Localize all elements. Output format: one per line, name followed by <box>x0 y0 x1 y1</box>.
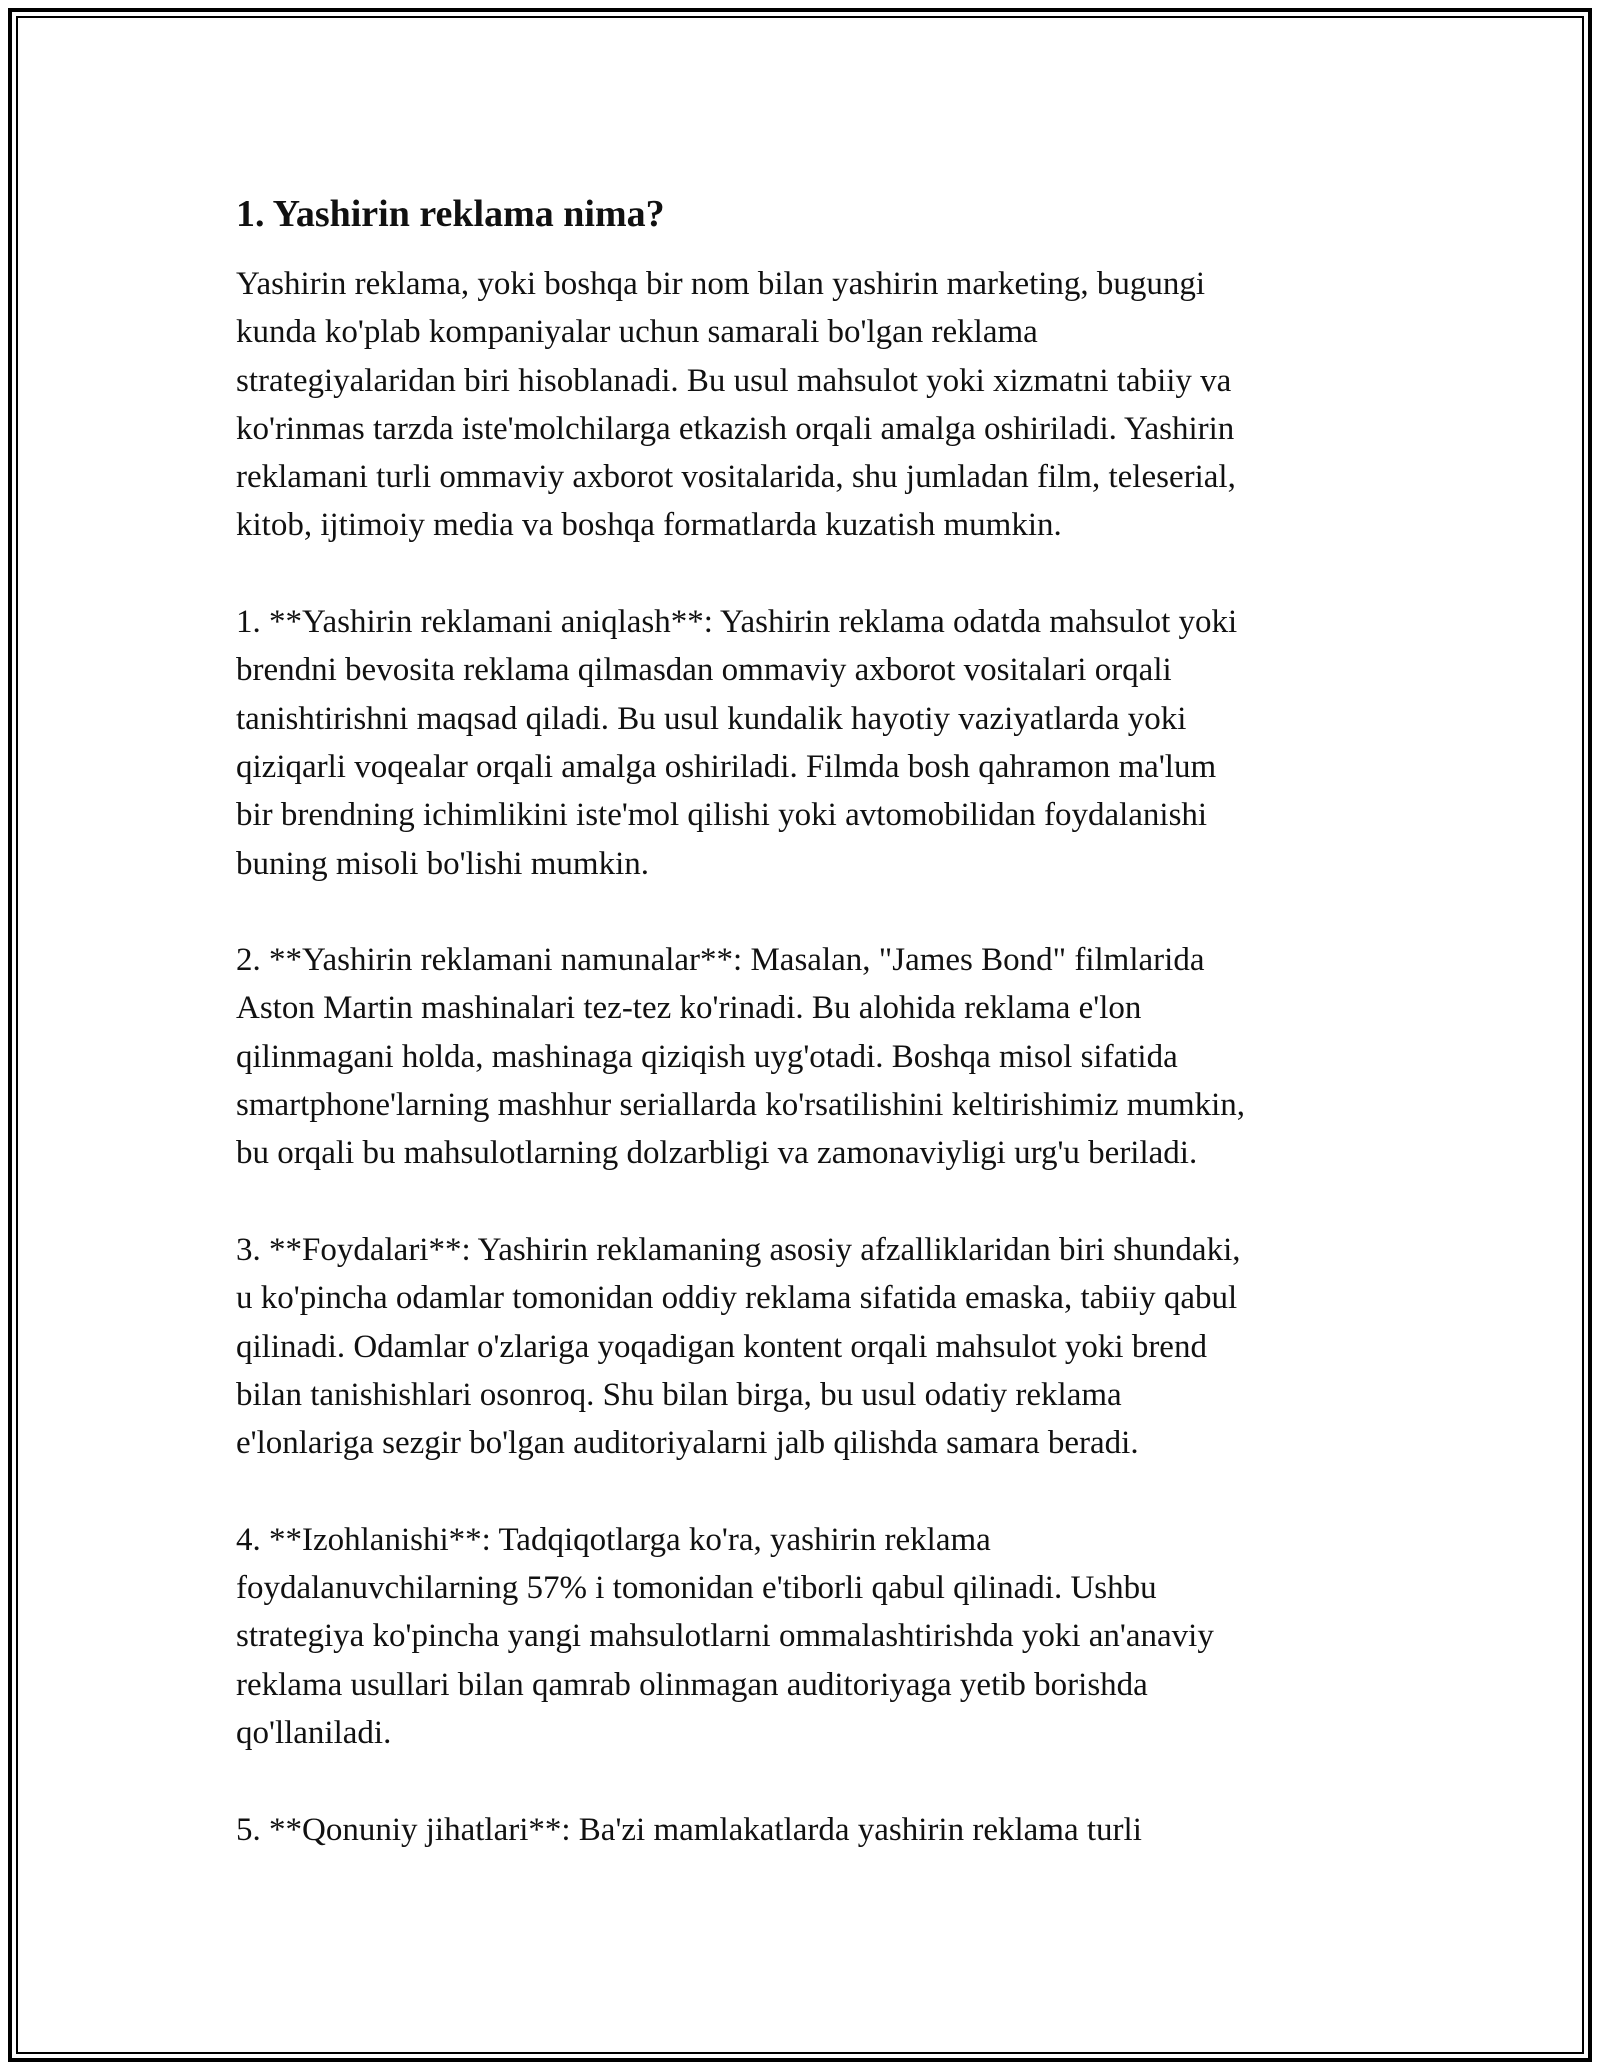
document-heading: 1. Yashirin reklama nima? <box>236 193 665 235</box>
paragraph-item-4: 4. **Izohlanishi**: Tadqiqotlarga ko'ra, yashirin reklama foydalanuvchilarning 57% i tomonidan e'tiborli qabul qilinadi. Ushbu strategiya ko'pincha yangi mahsulotlarni ommalashtirishda yoki an'anaviy reklama usullari bilan qamrab olinmagan auditoriyaga yetib borishda qo'llaniladi. <box>236 1521 1214 1751</box>
paragraph-item-2: 2. **Yashirin reklamani namunalar**: Masalan, "James Bond" filmlarida Aston Martin mashinalari tez-tez ko'rinadi. Bu alohida reklama e'lon qilinmagani holda, mashinaga qiziqish uyg'otadi. Boshqa misol sifatida smartphone'larning mashhur seriallarda ko'rsatilishini keltirishimiz mumkin, bu orqali bu mahsulotlarning dolzarbligi va zamonaviyligi urg'u beriladi. <box>236 942 1246 1172</box>
paragraph-item-5: 5. **Qonuniy jihatlari**: Ba'zi mamlakatlarda yashirin reklama turli <box>236 1811 1142 1848</box>
paragraph-item-1: 1. **Yashirin reklamani aniqlash**: Yashirin reklama odatda mahsulot yoki brendni bevosita reklama qilmasdan ommaviy axborot vositalari orqali tanishtirishni maqsad qiladi. Bu usul kundalik hayotiy vaziyatlarda yoki qiziqarli voqealar orqali amalga oshiriladi. Filmda bosh qahramon ma'lum bir brendning ichimlikini iste'mol qilishi yoki avtomobilidan foydalanishi buning misoli bo'lishi mumkin. <box>236 604 1238 882</box>
intro-paragraph: Yashirin reklama, yoki boshqa bir nom bilan yashirin marketing, bugungi kunda ko'plab kompaniyalar uchun samarali bo'lgan reklama strategiyalaridan biri hisoblanadi. Bu usul mahsulot yoki xizmatni tabiiy va ko'rinmas tarzda iste'molchilarga etkazish orqali amalga oshiriladi. Yashirin reklamani turli ommaviy axborot vositalarida, shu jumladan film, teleserial, kitob, ijtimoiy media va boshqa formatlarda kuzatish mumkin. <box>236 266 1236 544</box>
document-body <box>236 186 1376 1902</box>
paragraph-item-3: 3. **Foydalari**: Yashirin reklamaning asosiy afzalliklaridan biri shundaki, u ko'pincha odamlar tomonidan oddiy reklama sifatida emaska, tabiiy qabul qilinadi. Odamlar o'zlariga yoqadigan kontent orqali mahsulot yoki brend bilan tanishishlari osonroq. Shu bilan birga, bu usul odatiy reklama e'lonlariga sezgir bo'lgan auditoriyalarni jalb qilishda samara beradi. <box>236 1231 1241 1462</box>
